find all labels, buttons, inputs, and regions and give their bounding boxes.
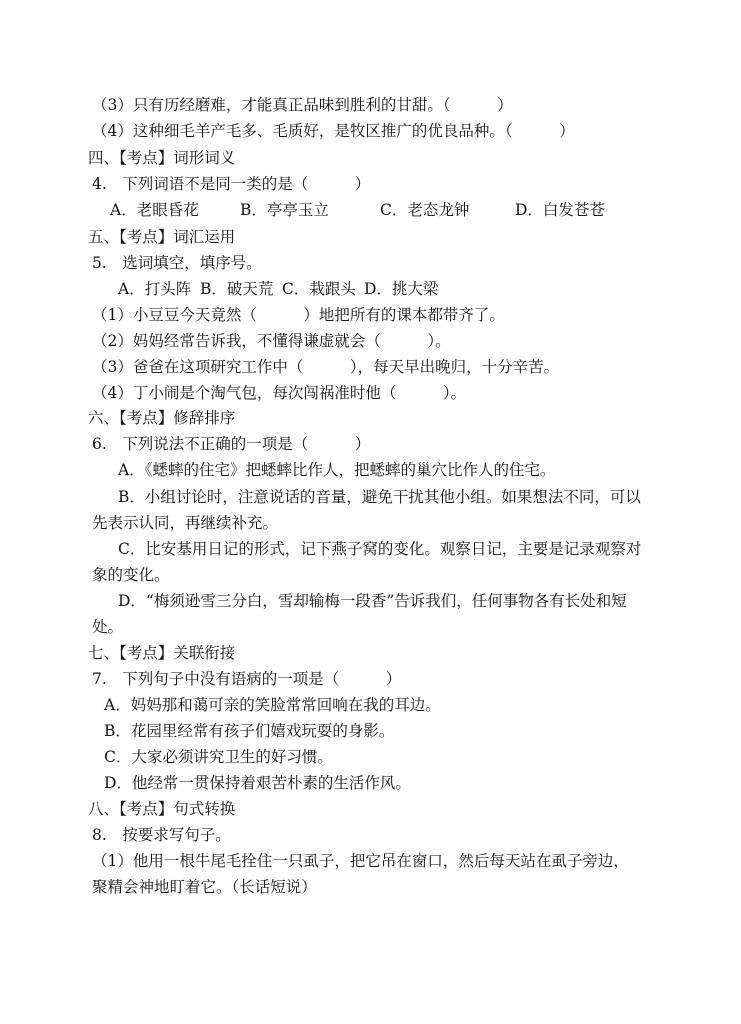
q3-sub3-line: （3）只有历经磨难，才能真正品味到胜利的甘甜。（ ）: [92, 96, 513, 114]
q5-option-c: C．栽跟头: [282, 280, 356, 298]
question-5-stem: 5. 选词填空，填序号。: [92, 254, 262, 272]
q7-option-c: C．大家必须讲究卫生的好习惯。: [104, 748, 333, 766]
q8-sub1-line2: 聚精会神地盯着它。（长话短说）: [92, 878, 317, 896]
q4-option-d: D．白发苍苍: [515, 201, 605, 219]
q6-option-d-line2: 处。: [92, 618, 124, 636]
q7-option-d: D．他经常一贯保持着艰苦朴素的生活作风。: [104, 774, 411, 792]
q6-option-c-line1: C．比安基用日记的形式，记下燕子窝的变化。观察日记，主要是记录观察对: [118, 540, 642, 558]
q7-option-b: B．花园里经常有孩子们嬉戏玩耍的身影。: [104, 722, 395, 740]
section-7-heading: 七、【考点】关联衔接: [88, 644, 236, 662]
q6-option-b-line2: 先表示认同，再继续补充。: [92, 514, 279, 532]
q5-sub4-line: （4）丁小闹是个淘气包，每次闯祸准时他（ ）。: [92, 384, 467, 402]
q7-option-a: A．妈妈那和蔼可亲的笑脸常常回响在我的耳边。: [104, 696, 441, 714]
q6-option-c-line2: 象的变化。: [92, 566, 170, 584]
question-6-stem: 6. 下列说法不正确的一项是（ ）: [92, 435, 371, 453]
section-4-heading: 四、【考点】词形词义: [88, 149, 236, 167]
q6-option-a: A．《蟋蟀的住宅》把蟋蟀比作人，把蟋蟀的巢穴比作人的住宅。: [118, 461, 556, 479]
question-7-stem: 7. 下列句子中没有语病的一项是（ ）: [92, 670, 402, 688]
q5-option-d: D．挑大梁: [364, 280, 439, 298]
q5-sub1-line: （1）小豆豆今天竟然（ ）地把所有的课本都带齐了。: [92, 306, 505, 324]
question-4-stem: 4. 下列词语不是同一类的是（ ）: [92, 175, 371, 193]
section-5-heading: 五、【考点】词汇运用: [88, 228, 236, 246]
section-8-heading: 八、【考点】句式转换: [88, 800, 236, 818]
q5-sub2-line: （2）妈妈经常告诉我，不懂得谦虚就会（ ）。: [92, 332, 451, 350]
q6-option-d-line1: D．“梅须逊雪三分白，雪却输梅一段香”告诉我们，任何事物各有长处和短: [118, 592, 627, 610]
q6-option-b-line1: B．小组讨论时，注意说话的音量，避免干扰其他小组。如果想法不同，可以: [118, 488, 641, 506]
question-8-stem: 8. 按要求写句子。: [92, 826, 231, 844]
question-4-options: [110, 197, 670, 223]
q5-option-a: A．打头阵: [118, 280, 192, 298]
q8-sub1-line1: （1）他用一根牛尾毛拴住一只虱子，把它吊在窗口，然后每天站在虱子旁边，: [92, 852, 629, 870]
q5-sub3-line: （3）爸爸在这项研究工作中（ ），每天早出晚归，十分辛苦。: [92, 358, 560, 376]
q5-option-b: B．破天荒: [200, 280, 274, 298]
q3-sub4-line: （4）这种细毛羊产毛多、毛质好，是牧区推广的优良品种。（ ）: [92, 122, 575, 140]
q4-option-c: C．老态龙钟: [380, 201, 470, 219]
q4-option-b: B．亭亭玉立: [240, 201, 329, 219]
question-5-options: [118, 276, 678, 302]
q4-option-a: A．老眼昏花: [110, 201, 199, 219]
section-6-heading: 六、【考点】修辞排序: [88, 409, 236, 427]
